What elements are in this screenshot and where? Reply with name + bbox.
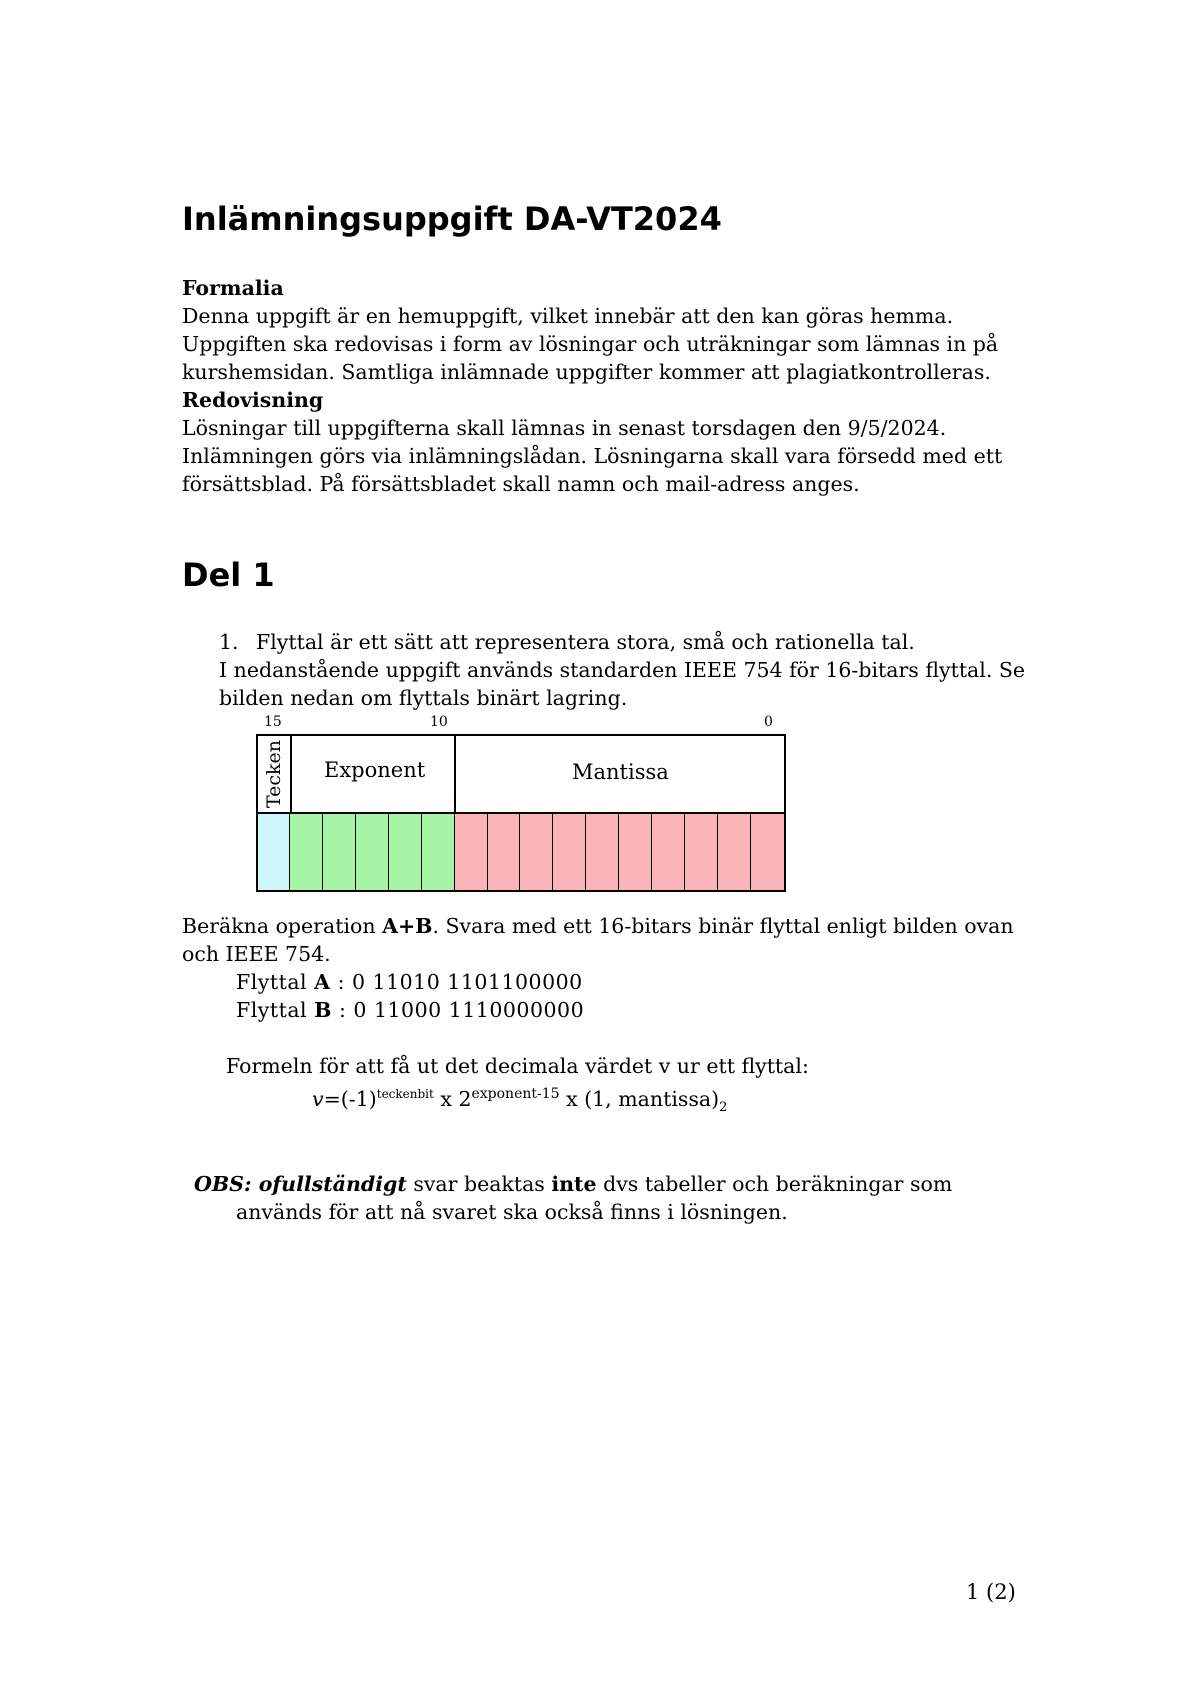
- redovisning-line: Inlämningen görs via inlämningslådan. Lösningarna skall vara försedd med ett: [182, 444, 1003, 468]
- float-b-value: : 0 11000 1110000000: [331, 998, 585, 1022]
- mantissa-bit-cell: [586, 814, 619, 890]
- obs-note: [194, 1170, 952, 1198]
- bit-layout-diagram: [256, 714, 784, 890]
- obs-text: svar beaktas: [406, 1172, 552, 1196]
- mantissa-bit-cell: [652, 814, 685, 890]
- mantissa-bit-cell: [685, 814, 718, 890]
- redovisning-heading: Redovisning: [182, 388, 324, 412]
- bit-tick-15: 15: [264, 714, 282, 730]
- mantissa-bit-cell: [455, 814, 488, 890]
- formula-v: v: [312, 1086, 324, 1111]
- item-line: bilden nedan om flyttals binärt lagring.: [219, 686, 628, 710]
- sign-bit-cell: [258, 814, 290, 890]
- mantissa-label: Mantissa: [572, 760, 669, 784]
- divider: [290, 736, 292, 812]
- exponent-label: Exponent: [324, 758, 426, 782]
- redovisning-line: försättsblad. På försättsbladet skall namn och mail-adress anges.: [182, 472, 860, 496]
- sign-label-cell: [258, 736, 290, 812]
- obs-text: dvs tabeller och beräkningar som: [596, 1172, 953, 1196]
- bit-tick-10: 10: [430, 714, 448, 730]
- mantissa-bit-cell: [520, 814, 553, 890]
- float-a-label: Flyttal: [236, 970, 315, 994]
- float-b: [236, 996, 584, 1024]
- exponent-bit-cell: [422, 814, 455, 890]
- task-text: Beräkna operation: [182, 914, 383, 938]
- obs-label: OBS: ofullständigt: [194, 1172, 407, 1196]
- task-line: och IEEE 754.: [182, 942, 331, 966]
- exponent-bit-cell: [389, 814, 422, 890]
- float-b-name: B: [314, 998, 332, 1022]
- task-operation: A+B: [382, 914, 433, 938]
- formula-sub: 2: [719, 1099, 728, 1115]
- mantissa-bit-cell: [718, 814, 751, 890]
- item-line: Flyttal är ett sätt att representera stora, små och rationella tal.: [256, 630, 915, 654]
- formalia-line: Denna uppgift är en hemuppgift, vilket innebär att den kan göras hemma.: [182, 304, 954, 328]
- section-heading: Del 1: [182, 556, 275, 594]
- task-text: . Svara med ett 16-bitars binär flyttal enligt bilden ovan: [432, 914, 1014, 938]
- formula-intro: Formeln för att få ut det decimala värdet v ur ett flyttal:: [226, 1054, 809, 1078]
- mantissa-bit-cell: [553, 814, 586, 890]
- float-a: [236, 968, 583, 996]
- mantissa-bit-cell: [751, 814, 784, 890]
- bit-frame: [256, 734, 786, 892]
- item-line: I nedanstående uppgift används standarden IEEE 754 för 16-bitars flyttal. Se: [219, 658, 1026, 682]
- formalia-line: Uppgiften ska redovisas i form av lösningar och uträkningar som lämnas in på: [182, 332, 999, 356]
- float-b-label: Flyttal: [236, 998, 315, 1022]
- redovisning-line: Lösningar till uppgifterna skall lämnas in senast torsdagen den 9/5/2024.: [182, 416, 947, 440]
- formula-part: =(-1): [323, 1086, 377, 1111]
- mantissa-bit-cell: [619, 814, 652, 890]
- obs-note-line: används för att nå svaret ska också finns i lösningen.: [236, 1200, 788, 1224]
- page-number: 1 (2): [966, 1580, 1016, 1604]
- float-a-value: : 0 11010 1101100000: [330, 970, 583, 994]
- formula-part: x 2: [433, 1086, 472, 1111]
- page-title: Inlämningsuppgift DA-VT2024: [182, 200, 722, 238]
- exponent-bit-cell: [290, 814, 323, 890]
- obs-emphasis: inte: [551, 1172, 597, 1196]
- formula-sup: teckenbit: [376, 1087, 434, 1101]
- formula-part: x (1, mantissa): [559, 1086, 720, 1111]
- divider: [454, 736, 456, 812]
- float-a-name: A: [314, 970, 331, 994]
- exponent-bit-cell: [323, 814, 356, 890]
- sign-label: Tecken: [263, 739, 286, 809]
- formalia-heading: Formalia: [182, 276, 284, 300]
- bit-cells: [258, 814, 784, 890]
- bit-tick-0: 0: [764, 714, 773, 730]
- item-number: 1.: [219, 630, 239, 654]
- formula: [312, 1080, 727, 1122]
- task-line: [182, 912, 1014, 940]
- formula-sup: exponent-15: [471, 1086, 560, 1102]
- mantissa-bit-cell: [488, 814, 521, 890]
- exponent-bit-cell: [356, 814, 389, 890]
- formalia-line: kurshemsidan. Samtliga inlämnade uppgifter kommer att plagiatkontrolleras.: [182, 360, 991, 384]
